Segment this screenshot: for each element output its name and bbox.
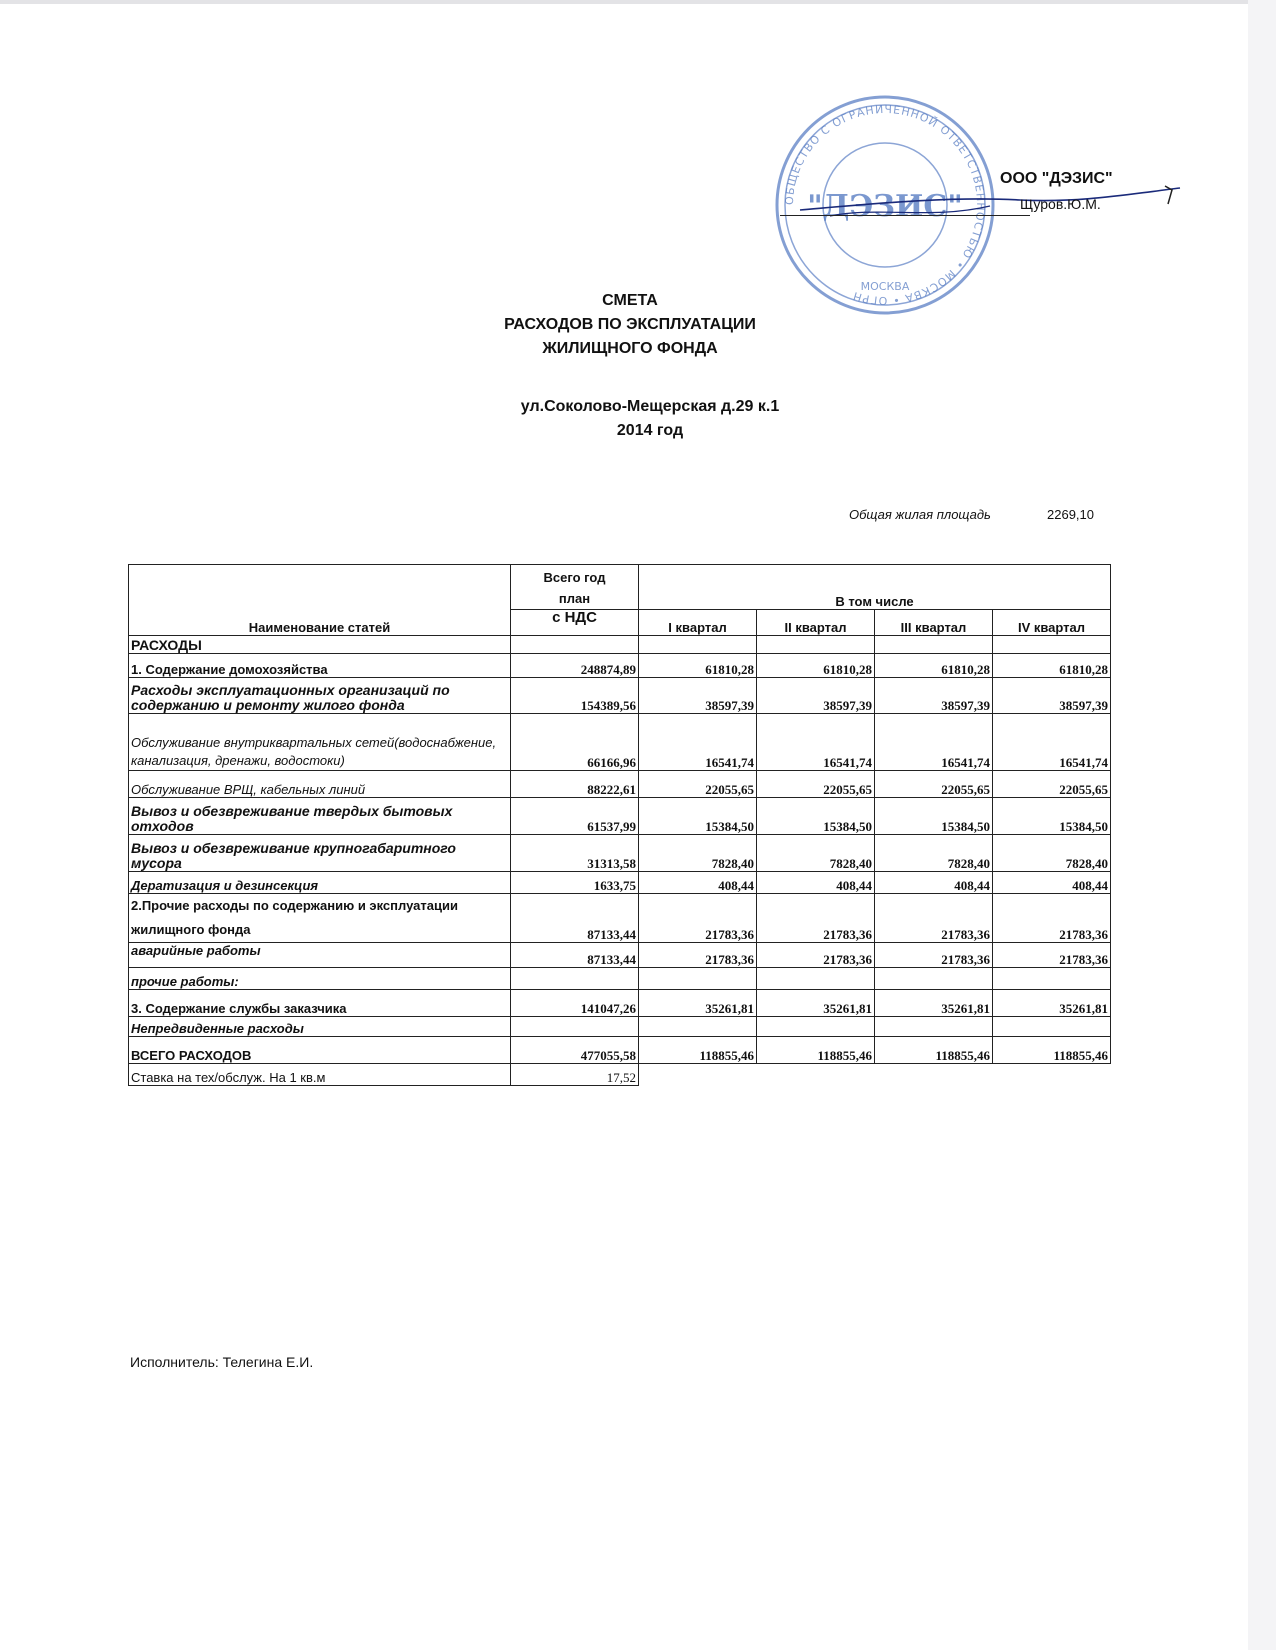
row-q2: 15384,50 <box>757 798 875 835</box>
row-q2: 408,44 <box>757 872 875 894</box>
row-q1: 61810,28 <box>639 654 757 678</box>
col-header-q4: IV квартал <box>993 610 1111 636</box>
row-label: Вывоз и обезвреживание твердых бытовых отходов <box>129 798 511 835</box>
row-label: Обслуживание внутриквартальных сетей(водоснабжение, канализация, дренажи, водостоки) <box>129 714 511 771</box>
row-q3: 7828,40 <box>875 835 993 872</box>
row-q3: 22055,65 <box>875 771 993 798</box>
row-q2: 22055,65 <box>757 771 875 798</box>
signature <box>790 176 1190 226</box>
table-row <box>129 990 1111 1017</box>
row-q2: 7828,40 <box>757 835 875 872</box>
row-q4: 408,44 <box>993 872 1111 894</box>
row-q4: 38597,39 <box>993 678 1111 714</box>
row-q1: 408,44 <box>639 872 757 894</box>
table-row <box>129 654 1111 678</box>
row-q2: 16541,74 <box>757 714 875 771</box>
table-row <box>129 1037 1111 1064</box>
row-label: Обслуживание ВРЩ, кабельных линий <box>129 771 511 798</box>
row-q1: 16541,74 <box>639 714 757 771</box>
table-row <box>129 771 1111 798</box>
row-label: Вывоз и обезвреживание крупногабаритного мусора <box>129 835 511 872</box>
col-header-total-line1: Всего год <box>543 570 606 585</box>
row-total: 66166,96 <box>511 714 639 771</box>
row-total: 141047,26 <box>511 990 639 1017</box>
col-header-total <box>511 565 639 610</box>
row-q4: 21783,36 <box>993 894 1111 943</box>
row-q2: 38597,39 <box>757 678 875 714</box>
row-label: 2.Прочие расходы по содержанию и эксплуатации жилищного фонда <box>129 894 511 943</box>
row-q3: 21783,36 <box>875 894 993 943</box>
row-q4: 35261,81 <box>993 990 1111 1017</box>
row-q2: 118855,46 <box>757 1037 875 1064</box>
row-q4: 21783,36 <box>993 943 1111 968</box>
row-total: 248874,89 <box>511 654 639 678</box>
row-label: аварийные работы <box>129 943 511 968</box>
row-q1: 21783,36 <box>639 943 757 968</box>
svg-text:МОСКВА: МОСКВА <box>860 280 910 293</box>
scan-right-edge <box>1248 0 1276 1650</box>
row-q1: 21783,36 <box>639 894 757 943</box>
row-label: Непредвиденные расходы <box>129 1017 511 1037</box>
table-row <box>129 872 1111 894</box>
signature-line <box>780 215 1030 216</box>
row-total: 477055,58 <box>511 1037 639 1064</box>
col-header-vat: с НДС <box>511 610 639 636</box>
row-q4: 118855,46 <box>993 1037 1111 1064</box>
row-label: РАСХОДЫ <box>129 636 511 654</box>
row-q4: 61810,28 <box>993 654 1111 678</box>
row-q3: 408,44 <box>875 872 993 894</box>
row-q1: 22055,65 <box>639 771 757 798</box>
row-q4: 16541,74 <box>993 714 1111 771</box>
row-total: 87133,44 <box>511 943 639 968</box>
row-q2: 21783,36 <box>757 894 875 943</box>
row-q4: 15384,50 <box>993 798 1111 835</box>
table-row <box>129 894 1111 943</box>
table-row <box>129 943 1111 968</box>
doc-title-line3: ЖИЛИЩНОГО ФОНДА <box>542 340 718 357</box>
col-header-including: В том числе <box>639 565 1111 610</box>
col-header-total-line2: план <box>558 591 591 606</box>
area-label: Общая жилая площадь <box>849 507 991 522</box>
row-q3: 118855,46 <box>875 1037 993 1064</box>
row-total: 61537,99 <box>511 798 639 835</box>
table-row <box>129 835 1111 872</box>
svg-text:"ДЭЗИС": "ДЭЗИС" <box>807 189 963 224</box>
row-q4: 22055,65 <box>993 771 1111 798</box>
row-total: 17,52 <box>511 1064 639 1086</box>
address: ул.Соколово-Мещерская д.29 к.1 <box>520 398 780 415</box>
row-q3: 21783,36 <box>875 943 993 968</box>
organization-name: ООО "ДЭЗИС" <box>1000 170 1113 187</box>
row-label: прочие работы: <box>129 968 511 990</box>
col-header-q3: III квартал <box>875 610 993 636</box>
row-label: ВСЕГО РАСХОДОВ <box>129 1037 511 1064</box>
row-q1: 38597,39 <box>639 678 757 714</box>
row-total: 88222,61 <box>511 771 639 798</box>
row-label: Расходы эксплуатационных организаций по содержанию и ремонту жилого фонда <box>129 678 511 714</box>
row-label: Ставка на тех/обслуж. На 1 кв.м <box>129 1064 511 1086</box>
row-q3: 15384,50 <box>875 798 993 835</box>
row-total: 1633,75 <box>511 872 639 894</box>
table-row <box>129 1064 1111 1086</box>
table-row <box>129 798 1111 835</box>
executor: Исполнитель: Телегина Е.И. <box>130 1354 314 1370</box>
row-label: 1. Содержание домохозяйства <box>129 654 511 678</box>
row-q1: 118855,46 <box>639 1037 757 1064</box>
col-header-name: Наименование статей <box>129 565 511 636</box>
area-value: 2269,10 <box>1047 507 1094 522</box>
year: 2014 год <box>616 422 684 439</box>
row-total: 31313,58 <box>511 835 639 872</box>
row-q2: 61810,28 <box>757 654 875 678</box>
table-row <box>129 678 1111 714</box>
col-header-q1: I квартал <box>639 610 757 636</box>
row-label: Дератизация и дезинсекция <box>129 872 511 894</box>
row-q3: 61810,28 <box>875 654 993 678</box>
row-q3: 35261,81 <box>875 990 993 1017</box>
row-q2: 35261,81 <box>757 990 875 1017</box>
col-header-q2: II квартал <box>757 610 875 636</box>
row-q1: 35261,81 <box>639 990 757 1017</box>
table-row <box>129 636 1111 654</box>
row-q3: 16541,74 <box>875 714 993 771</box>
row-q2: 21783,36 <box>757 943 875 968</box>
scan-top-edge <box>0 0 1276 4</box>
table-row <box>129 1017 1111 1037</box>
row-q4: 7828,40 <box>993 835 1111 872</box>
row-label: 3. Содержание службы заказчика <box>129 990 511 1017</box>
signer-name: Щуров.Ю.М. <box>1020 196 1101 212</box>
table-row <box>129 968 1111 990</box>
estimate-table <box>128 564 1111 1086</box>
doc-title-line1: СМЕТА <box>602 292 658 309</box>
row-q1: 7828,40 <box>639 835 757 872</box>
row-q3: 38597,39 <box>875 678 993 714</box>
table-row <box>129 714 1111 771</box>
svg-text:ОБЩЕСТВО С ОГРАНИЧЕННОЙ ОТВЕТС: ОБЩЕСТВО С ОГРАНИЧЕННОЙ ОТВЕТСТВЕННОСТЬЮ • МОСКВА • ОГРН <box>782 102 988 308</box>
row-total: 87133,44 <box>511 894 639 943</box>
row-total: 154389,56 <box>511 678 639 714</box>
row-q1: 15384,50 <box>639 798 757 835</box>
doc-title-line2: РАСХОДОВ ПО ЭКСПЛУАТАЦИИ <box>504 316 756 333</box>
